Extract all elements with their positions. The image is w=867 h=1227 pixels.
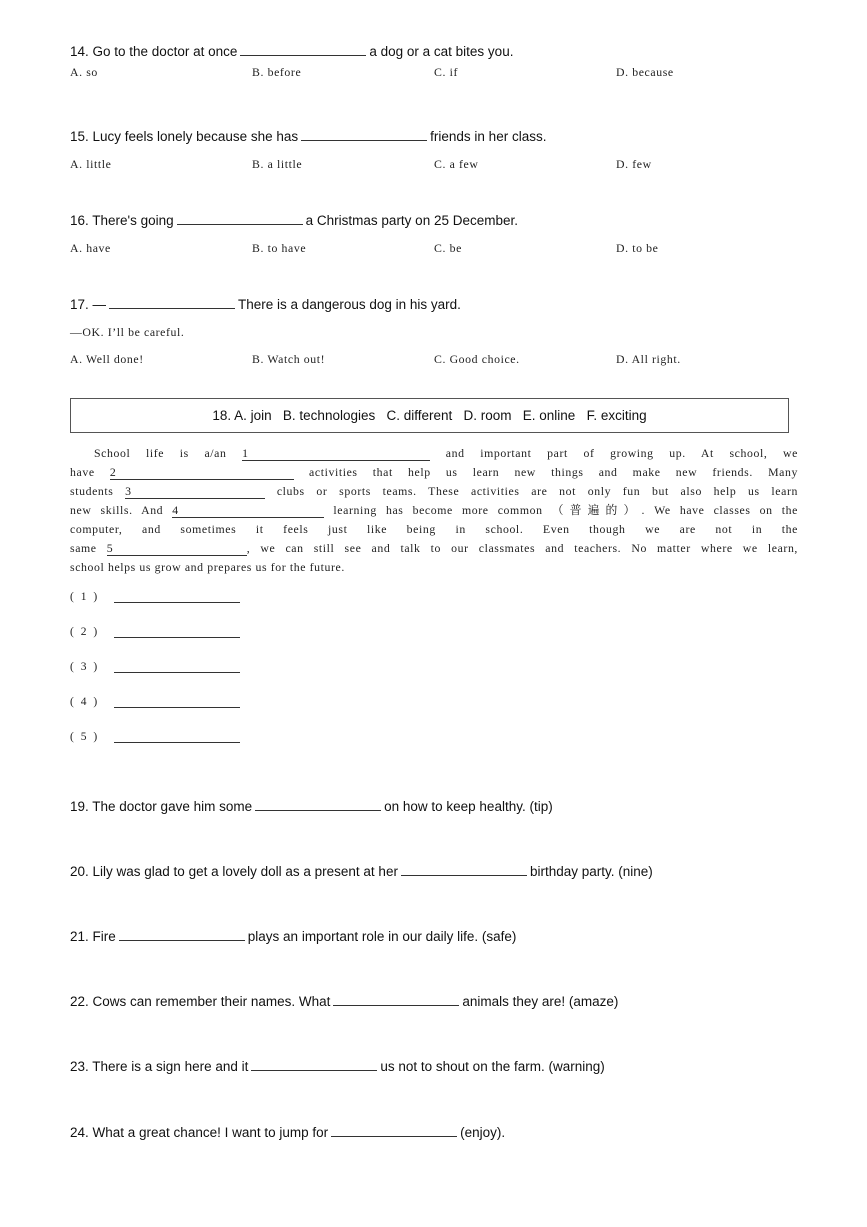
answer-line[interactable] — [114, 732, 240, 743]
question-20 — [70, 863, 653, 879]
option-b[interactable]: B. to have — [252, 241, 307, 255]
question-23 — [70, 1058, 605, 1074]
answer-number: ( 4 ) — [70, 696, 100, 708]
question-text: (enjoy). — [460, 1125, 506, 1140]
answer-number: ( 1 ) — [70, 591, 100, 603]
option-d[interactable]: D. few — [616, 157, 652, 171]
question-21 — [70, 928, 516, 944]
answer-line[interactable] — [114, 592, 240, 603]
option-b[interactable]: B. Watch out! — [252, 352, 326, 366]
passage-line — [70, 482, 798, 501]
question-19 — [70, 798, 553, 814]
passage-text: new skills. And — [70, 503, 164, 517]
passage-blank-4[interactable]: 4 — [172, 504, 324, 518]
question-text: 17. — — [70, 297, 107, 312]
option-c[interactable]: C. be — [434, 241, 462, 255]
option-a[interactable]: A. Well done! — [70, 352, 144, 366]
question-text: on how to keep healthy. (tip) — [384, 799, 553, 814]
question-16 — [70, 212, 518, 228]
question-text: 22. Cows can remember their names. What — [70, 994, 331, 1009]
passage-blank-3[interactable]: 3 — [125, 485, 265, 499]
answer-blank[interactable] — [333, 993, 459, 1006]
option-b[interactable]: B. a little — [252, 157, 303, 171]
question-text: friends in her class. — [430, 129, 547, 144]
option-c[interactable]: C. Good choice. — [434, 352, 520, 366]
cloze-passage — [70, 444, 798, 577]
option-a[interactable]: A. so — [70, 65, 98, 79]
answer-row-4 — [70, 694, 240, 709]
question-text: 16. There's going — [70, 213, 174, 228]
answer-blank[interactable] — [240, 43, 366, 56]
answer-number: ( 2 ) — [70, 626, 100, 638]
answer-blank[interactable] — [255, 798, 381, 811]
question-text: 19. The doctor gave him some — [70, 799, 253, 814]
question-text: us not to shout on the farm. (warning) — [380, 1059, 605, 1074]
passage-text: clubs or sports teams. These activities are not only fun but also help us learn — [276, 484, 798, 498]
passage-line — [70, 463, 798, 482]
question-24 — [70, 1124, 505, 1140]
passage-text: and important part of growing up. At school, we — [445, 446, 798, 460]
passage-text: have — [70, 465, 95, 479]
option-d[interactable]: D. to be — [616, 241, 659, 255]
passage-blank-1[interactable]: 1 — [242, 447, 430, 461]
question-22 — [70, 993, 618, 1009]
question-text: 20. Lily was glad to get a lovely doll as a present at her — [70, 864, 398, 879]
question-14 — [70, 43, 513, 59]
question-17 — [70, 296, 461, 312]
question-text: animals they are! (amaze) — [462, 994, 619, 1009]
answer-blank[interactable] — [401, 863, 527, 876]
question-text: 15. Lucy feels lonely because she has — [70, 129, 299, 144]
option-b[interactable]: B. before — [252, 65, 302, 79]
question-text: a Christmas party on 25 December. — [305, 213, 518, 228]
option-d[interactable]: D. All right. — [616, 352, 681, 366]
word-bank-box — [70, 398, 789, 433]
question-15 — [70, 128, 546, 144]
passage-line: computer, and sometimes it feels just like being in school. Even though we are not in the — [70, 522, 798, 536]
answer-number: ( 3 ) — [70, 661, 100, 673]
passage-line: school helps us grow and prepares us for the future. — [70, 560, 345, 574]
passage-text: activities that help us learn new things and make new friends. Many — [309, 465, 798, 479]
answer-number: ( 5 ) — [70, 731, 100, 743]
question-text: There is a dangerous dog in his yard. — [238, 297, 461, 312]
option-c[interactable]: C. if — [434, 65, 458, 79]
answer-blank[interactable] — [119, 928, 245, 941]
option-d[interactable]: D. because — [616, 65, 674, 79]
question-text: plays an important role in our daily life. (safe) — [247, 929, 517, 944]
question-text: a dog or a cat bites you. — [369, 44, 514, 59]
answer-row-3 — [70, 659, 240, 674]
question-text: 14. Go to the doctor at once — [70, 44, 238, 59]
answer-blank[interactable] — [109, 296, 235, 309]
answer-row-1 — [70, 589, 240, 604]
question-text: 24. What a great chance! I want to jump for — [70, 1125, 329, 1140]
passage-blank-2[interactable]: 2 — [110, 466, 294, 480]
answer-row-5 — [70, 729, 240, 744]
question-text: birthday party. (nine) — [529, 864, 653, 879]
answer-blank[interactable] — [177, 212, 303, 225]
passage-text: School life is a/an — [94, 446, 227, 460]
passage-text: , we can still see and talk to our classmates and teachers. No matter where we learn, — [246, 541, 798, 555]
answer-blank[interactable] — [301, 128, 427, 141]
passage-line — [70, 501, 798, 520]
passage-line — [70, 444, 798, 463]
answer-blank[interactable] — [331, 1124, 457, 1137]
option-c[interactable]: C. a few — [434, 157, 479, 171]
option-a[interactable]: A. little — [70, 157, 112, 171]
answer-blank[interactable] — [251, 1058, 377, 1071]
answer-line[interactable] — [114, 627, 240, 638]
passage-text: same — [70, 541, 97, 555]
passage-line — [70, 539, 798, 558]
question-text: 21. Fire — [70, 929, 116, 944]
dialogue-reply: —OK. I’ll be careful. — [70, 325, 185, 339]
word-bank: 18. A. join B. technologies C. different D. room E. online F. exciting — [212, 408, 647, 423]
answer-row-2 — [70, 624, 240, 639]
question-text: 23. There is a sign here and it — [70, 1059, 249, 1074]
option-a[interactable]: A. have — [70, 241, 111, 255]
passage-blank-5[interactable]: 5 — [107, 542, 247, 556]
answer-line[interactable] — [114, 697, 240, 708]
passage-text: students — [70, 484, 114, 498]
passage-text: learning has become more common （普遍的）. We have classes on the — [333, 503, 798, 517]
answer-line[interactable] — [114, 662, 240, 673]
